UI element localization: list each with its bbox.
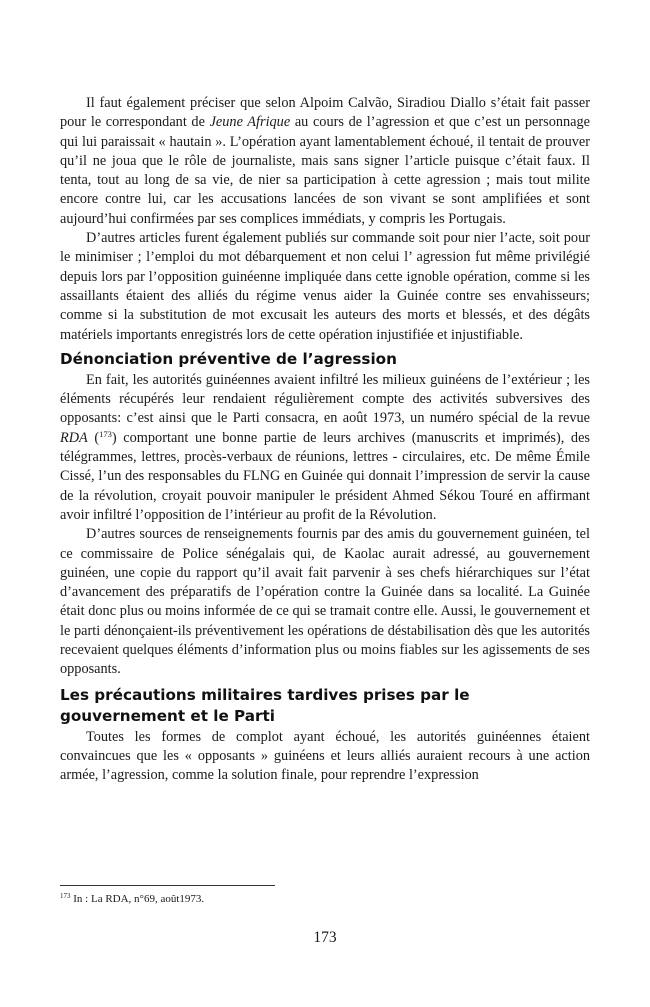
paragraph-1	[60, 94, 590, 229]
section-heading-2: Les précautions militaires tardives prises par le gouvernement et le Parti	[60, 685, 470, 725]
footnote-reference[interactable]: 173	[99, 428, 112, 439]
paragraph-3-text-b: ) comportant une bonne partie de leurs archives (manuscrits et imprimés), des télégrammes, lettres, procès-verbaux de réunions, lettres - circulaires, etc. De même Émile Cissé, l’un des responsables du FLNG en Guinée qui donnait l’impression de servir la cause de la révolution, croyait pouvoir manipuler le président Ahmed Sékou Touré en affirmant avoir infiltré l’opposition de l’intérieur au profit de la Révolution.	[60, 429, 590, 523]
footnote-text: In : La RDA, n°69, août1973.	[70, 893, 205, 905]
paragraph-1-italic: Jeune Afrique	[209, 114, 291, 131]
paragraph-1-text-b: au cours de l’agression et que c’est un personnage qui lui paraissait « hautain ». L’opération ayant lamentablement échoué, il tentait de prouver qu’il ne joua que le rôle de journaliste, mais sans signer l’article puisque c’était faux. Il tenta, tout au long de sa vie, de nier sa participation à cette agression ; mais tout milite encore contre lui, car les accusations lancées de son vivant se sont amplifiées et sont aujourd’hui confirmées par ses complices immédiats, y compris les Portugais.	[60, 114, 590, 227]
page-body	[60, 94, 590, 786]
paragraph-4: D’autres sources de renseignements fournis par des amis du gouvernement guinéen, tel ce commissaire de Police sénégalais qui, de Kaolac aurait adressé, au gouvernement guinéen, une copie du rapport qu’il avait fait parvenir à ses chefs hiérarchiques sur l’état d’avancement des préparatifs de l’opération contre la Guinée dans sa localité. La Guinée était donc plus ou moins informée de ce qui se tramait contre elle. Aussi, le gouvernement et le parti dénonçaient-ils préventivement les opérations de déstabilisation dès que les autorités recevaient quelques éléments d’information plus ou moins fiables sur les agissements de ses opposants.	[60, 526, 590, 678]
footnote-number: 173	[60, 892, 71, 900]
footnote-divider	[60, 885, 275, 886]
paragraph-3-italic: RDA	[60, 429, 88, 446]
footnote	[60, 893, 204, 905]
page-number: 173	[313, 929, 337, 946]
paragraph-5: Toutes les formes de complot ayant échoué, les autorités guinéennes étaient convaincues que les « opposants » guinéens et leurs alliés auraient recours à une action armée, l’agression, comme la solution finale, pour reprendre l’expression	[60, 728, 590, 784]
paragraph-3-paren: (	[87, 429, 100, 446]
paragraph-1-text-a: Il faut également préciser que selon Alpoim Calvão, Siradiou Diallo s’était fait passer pour le correspondant de	[60, 95, 590, 131]
paragraph-3-text-a: En fait, les autorités guinéennes avaient infiltré les milieux guinéens de l’extérieur ; les éléments récupérés leur rendaient régulièrement compte des activités subversives des opposants: c’est ainsi que le Parti consacra, en août 1973, un numéro spécial de la revue	[60, 371, 590, 427]
paragraph-3	[60, 371, 590, 525]
section-heading-1: Dénonciation préventive de l’agression	[60, 349, 397, 368]
paragraph-2: D’autres articles furent également publiés sur commande soit pour nier l’acte, soit pour le minimiser ; l’emploi du mot débarquement et non celui l’ agression fut même privilégié depuis lors par l’opposition guinéenne impliquée dans cette ignoble opération, comme si les assaillants étaient des alliés du régime venus aider la Guinée contre ses envahisseurs; comme si la substitution de mot excusait les auteurs des morts et blessés, et des dégâts matériels importants enregistrés lors de cette opération injustifiée et injustifiable.	[60, 230, 590, 343]
